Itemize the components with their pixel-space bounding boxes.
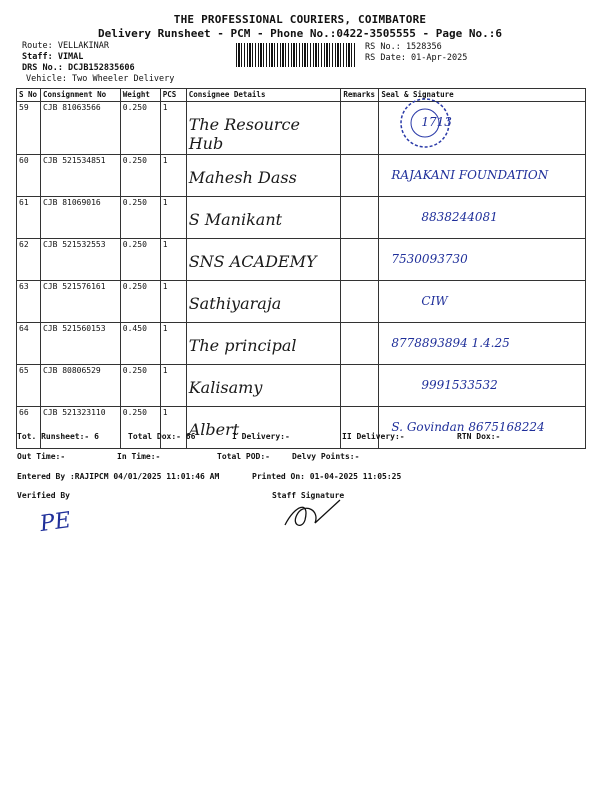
row-consignee xyxy=(186,365,341,407)
row-sno: 64 xyxy=(17,323,41,365)
row-consignee xyxy=(186,197,341,239)
row-remarks xyxy=(341,365,379,407)
i-delivery: I Delivery:- xyxy=(232,432,290,441)
row-consignment-no: CJB 81069016 xyxy=(40,197,120,239)
barcode xyxy=(236,43,356,67)
seal-signature-text: 7530093730 xyxy=(391,252,468,266)
verified-by: Verified By xyxy=(17,491,70,500)
row-consignment-no: CJB 80806529 xyxy=(40,365,120,407)
seal-signature-text: RAJAKANI FOUNDATION xyxy=(391,168,549,182)
row-weight: 0.250 xyxy=(120,155,160,197)
row-seal xyxy=(379,323,586,365)
verified-mark: PE xyxy=(38,507,73,538)
row-consignment-no: CJB 81063566 xyxy=(40,102,120,155)
row-remarks xyxy=(341,239,379,281)
table-row xyxy=(17,323,586,365)
row-seal xyxy=(379,155,586,197)
drs-number: DRS No.: DCJB152835606 xyxy=(22,63,135,73)
row-sno: 60 xyxy=(17,155,41,197)
rs-date: RS Date: 01-Apr-2025 xyxy=(365,53,468,63)
row-remarks xyxy=(341,281,379,323)
row-pcs: 1 xyxy=(160,323,186,365)
row-weight: 0.250 xyxy=(120,365,160,407)
row-pcs: 1 xyxy=(160,365,186,407)
consignee-handwriting: The Resource Hub xyxy=(188,115,300,153)
col-remarks: Remarks xyxy=(341,89,379,102)
total-dox: Total Dox:- 66 xyxy=(128,432,196,441)
entered-by: Entered By :RAJIPCM 04/01/2025 11:01:46 AM xyxy=(17,472,220,481)
row-weight: 0.250 xyxy=(120,239,160,281)
table-row xyxy=(17,155,586,197)
row-consignment-no: CJB 521560153 xyxy=(40,323,120,365)
row-pcs: 1 xyxy=(160,281,186,323)
table-row xyxy=(17,281,586,323)
seal-signature-text: 9991533532 xyxy=(421,378,498,392)
consignee-handwriting: S Manikant xyxy=(188,210,283,229)
col-sno: S No xyxy=(17,89,41,102)
seal-signature-text: S. Govindan 8675168224 xyxy=(391,420,545,434)
consignee-handwriting: The principal xyxy=(188,336,297,355)
runsheet-subtitle: Delivery Runsheet - PCM - Phone No.:0422-3505555 - Page No.:6 xyxy=(98,27,502,40)
row-remarks xyxy=(341,102,379,155)
consignee-handwriting: SNS ACADEMY xyxy=(188,252,317,271)
row-weight: 0.250 xyxy=(120,281,160,323)
company-title: THE PROFESSIONAL COURIERS, COIMBATORE xyxy=(173,13,427,26)
staff: Staff: VIMAL xyxy=(22,52,84,62)
in-time: In Time:- xyxy=(117,452,161,461)
consignee-handwriting: Sathiyaraja xyxy=(188,294,282,313)
row-pcs: 1 xyxy=(160,197,186,239)
row-consignee xyxy=(186,323,341,365)
row-seal xyxy=(379,281,586,323)
table-row xyxy=(17,102,586,155)
table-row xyxy=(17,407,586,449)
total-pod: Total POD:- xyxy=(217,452,270,461)
row-pcs: 1 xyxy=(160,102,186,155)
consignee-handwriting: Kalisamy xyxy=(188,378,263,397)
table-header xyxy=(17,89,586,102)
consignee-handwriting: Albert xyxy=(188,420,240,439)
rs-number: RS No.: 1528356 xyxy=(365,42,442,52)
printed-on: Printed On: 01-04-2025 11:05:25 xyxy=(252,472,402,481)
seal-signature-text: 8838244081 xyxy=(421,210,498,224)
row-seal xyxy=(379,197,586,239)
row-sno: 66 xyxy=(17,407,41,449)
round-seal-icon xyxy=(395,95,455,155)
col-consignment: Consignment No xyxy=(40,89,120,102)
ii-delivery: II Delivery:- xyxy=(342,432,405,441)
runsheet-table xyxy=(16,88,586,449)
row-weight: 0.250 xyxy=(120,197,160,239)
consignee-handwriting: Mahesh Dass xyxy=(188,168,297,187)
col-seal: Seal & Signature xyxy=(379,89,586,102)
vehicle: Vehicle: Two Wheeler Delivery xyxy=(26,74,175,84)
row-pcs: 1 xyxy=(160,155,186,197)
row-pcs: 1 xyxy=(160,239,186,281)
delvy-points: Delvy Points:- xyxy=(292,452,360,461)
out-time: Out Time:- xyxy=(17,452,66,461)
row-sno: 65 xyxy=(17,365,41,407)
row-remarks xyxy=(341,197,379,239)
rtn-dox: RTN Dox:- xyxy=(457,432,501,441)
row-consignee xyxy=(186,239,341,281)
row-consignee xyxy=(186,407,341,449)
staff-signature xyxy=(280,495,350,535)
route: Route: VELLAKINAR xyxy=(22,41,109,51)
row-consignment-no: CJB 521323110 xyxy=(40,407,120,449)
row-consignment-no: CJB 521576161 xyxy=(40,281,120,323)
row-sno: 59 xyxy=(17,102,41,155)
total-runsheet: Tot. Runsheet:- 6 xyxy=(17,432,99,441)
row-pcs: 1 xyxy=(160,407,186,449)
seal-signature-text: CIW xyxy=(421,294,448,308)
seal-signature-text: 8778893894 1.4.25 xyxy=(391,336,510,350)
seal-signature-text: 1713 xyxy=(421,115,452,129)
row-seal xyxy=(379,365,586,407)
row-sno: 62 xyxy=(17,239,41,281)
row-consignee xyxy=(186,281,341,323)
row-consignment-no: CJB 521534851 xyxy=(40,155,120,197)
col-consignee: Consignee Details xyxy=(186,89,341,102)
row-seal xyxy=(379,407,586,449)
table-row xyxy=(17,197,586,239)
row-weight: 0.250 xyxy=(120,102,160,155)
col-weight: Weight xyxy=(120,89,160,102)
row-sno: 61 xyxy=(17,197,41,239)
row-remarks xyxy=(341,407,379,449)
row-sno: 63 xyxy=(17,281,41,323)
table-row xyxy=(17,365,586,407)
table-row xyxy=(17,239,586,281)
row-seal xyxy=(379,239,586,281)
row-weight: 0.250 xyxy=(120,407,160,449)
col-pcs: PCS xyxy=(160,89,186,102)
row-remarks xyxy=(341,155,379,197)
row-consignee xyxy=(186,155,341,197)
staff-signature-label: Staff Signature xyxy=(272,491,345,500)
row-weight: 0.450 xyxy=(120,323,160,365)
row-consignee xyxy=(186,102,341,155)
row-consignment-no: CJB 521532553 xyxy=(40,239,120,281)
row-remarks xyxy=(341,323,379,365)
